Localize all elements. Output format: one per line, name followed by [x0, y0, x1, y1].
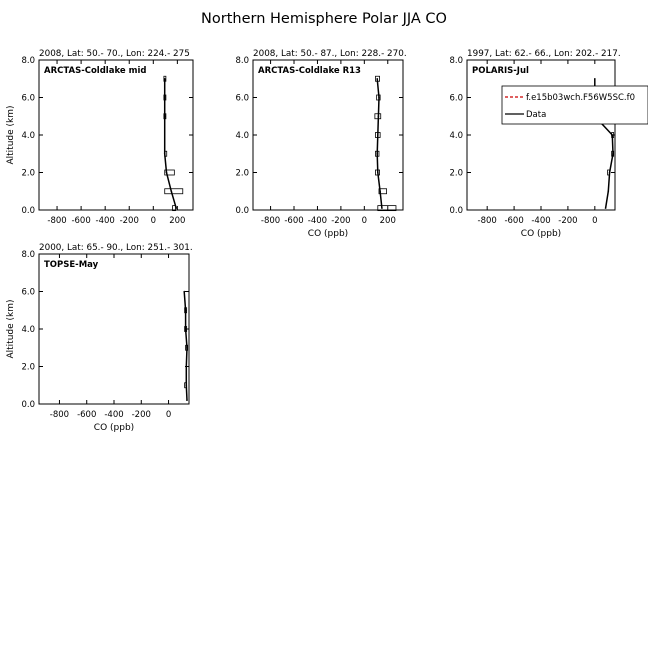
x-tick-label: 0 [361, 216, 368, 226]
chart-panel [6, 243, 193, 433]
panel-title: 2008, Lat: 50.- 70., Lon: 224.- 275 [39, 49, 190, 59]
x-tick-label: 200 [169, 216, 186, 226]
y-tick-label: 8.0 [235, 56, 249, 66]
x-tick-label: 0 [165, 410, 172, 420]
y-tick-label: 0.0 [21, 400, 35, 410]
y-tick-label: 0.0 [235, 206, 249, 216]
panel-label: ARCTAS-Coldlake R13 [258, 66, 361, 76]
data-point [164, 153, 166, 155]
y-tick-label: 2.0 [21, 362, 35, 373]
data-point [166, 172, 168, 174]
x-tick-label: -800 [47, 216, 67, 226]
y-tick-label: 0.0 [21, 206, 35, 216]
data-point [612, 134, 614, 136]
y-tick-label: 6.0 [449, 93, 463, 104]
data-point [185, 366, 187, 368]
charts [6, 49, 648, 433]
data-point [605, 207, 607, 209]
panel-label: POLARIS-Jul [472, 66, 529, 76]
plot-frame [39, 254, 189, 404]
y-tick-label: 2.0 [21, 168, 35, 179]
data-point [607, 190, 609, 192]
x-tick-label: -600 [77, 410, 97, 420]
y-tick-label: 8.0 [21, 250, 35, 260]
x-axis-label: CO (ppb) [93, 423, 135, 433]
data-point [609, 172, 611, 174]
panel-label: TOPSE-May [44, 260, 99, 270]
chart-panel [235, 49, 406, 239]
panel-title: 2000, Lat: 65.- 90., Lon: 251.- 301. [39, 243, 193, 253]
y-tick-label: 6.0 [235, 93, 249, 104]
data-point [381, 207, 383, 209]
y-tick-label: 4.0 [21, 131, 35, 141]
y-tick-label: 6.0 [21, 287, 35, 298]
x-tick-label: -400 [307, 216, 328, 226]
data-point [183, 291, 185, 293]
data-point [186, 347, 188, 349]
data-point [594, 78, 596, 80]
plot-frame [467, 60, 615, 210]
x-tick-label: -600 [504, 216, 524, 226]
figure-title: Northern Hemisphere Polar JJA CO [201, 11, 447, 27]
data-point [376, 78, 378, 80]
data-point [164, 78, 166, 80]
data-point [164, 115, 166, 117]
x-tick-label: -200 [331, 216, 351, 226]
x-tick-label: 200 [379, 216, 396, 226]
data-point [378, 115, 380, 117]
y-tick-label: 8.0 [449, 56, 463, 66]
data-point [376, 153, 378, 155]
x-tick-label: -400 [104, 410, 124, 420]
legend-box [502, 86, 648, 124]
data-point [377, 172, 379, 174]
x-tick-label: -800 [477, 216, 497, 226]
y-tick-label: 2.0 [235, 168, 249, 179]
data-point [612, 153, 614, 155]
x-tick-label: -200 [131, 410, 151, 420]
x-axis-label: CO (ppb) [520, 229, 562, 239]
panel-title: 2008, Lat: 50.- 87., Lon: 228.- 270. [253, 49, 407, 59]
legend [502, 86, 648, 124]
x-tick-label: -400 [531, 216, 551, 226]
data-point [377, 134, 379, 136]
data-point [185, 328, 187, 330]
data-point [185, 309, 187, 311]
chart-panel [6, 49, 193, 226]
x-tick-label: 0 [592, 216, 598, 226]
x-tick-label: -800 [260, 216, 281, 226]
y-tick-label: 2.0 [449, 168, 463, 179]
legend-label: Data [526, 110, 547, 120]
y-tick-label: 4.0 [449, 131, 463, 141]
x-tick-label: -200 [119, 216, 139, 226]
y-tick-label: 6.0 [21, 93, 35, 104]
legend-label: f.e15b03wch.F56W5SC.f0 [526, 93, 635, 103]
y-tick-label: 0.0 [449, 206, 463, 216]
x-tick-label: -800 [49, 410, 70, 420]
data-point [379, 190, 381, 192]
data-box [165, 189, 183, 194]
panel-label: ARCTAS-Coldlake mid [44, 66, 147, 76]
x-tick-label: -600 [284, 216, 304, 226]
x-tick-label: -600 [71, 216, 91, 226]
y-tick-label: 8.0 [21, 56, 35, 66]
data-point [378, 97, 380, 99]
data-point [175, 207, 177, 209]
x-tick-label: -200 [558, 216, 578, 226]
panel-title: 1997, Lat: 62.- 66., Lon: 202.- 217. [467, 49, 621, 59]
data-point [186, 399, 188, 401]
y-axis-label: Altitude (km) [6, 299, 16, 359]
data-point [171, 190, 173, 192]
x-tick-label: -400 [95, 216, 115, 226]
chart-panel [449, 49, 648, 239]
y-tick-label: 4.0 [235, 131, 249, 141]
data-point [185, 384, 187, 386]
x-tick-label: 0 [150, 216, 157, 226]
x-axis-label: CO (ppb) [307, 229, 349, 239]
y-axis-label: Altitude (km) [6, 105, 16, 165]
y-tick-label: 4.0 [21, 325, 35, 335]
